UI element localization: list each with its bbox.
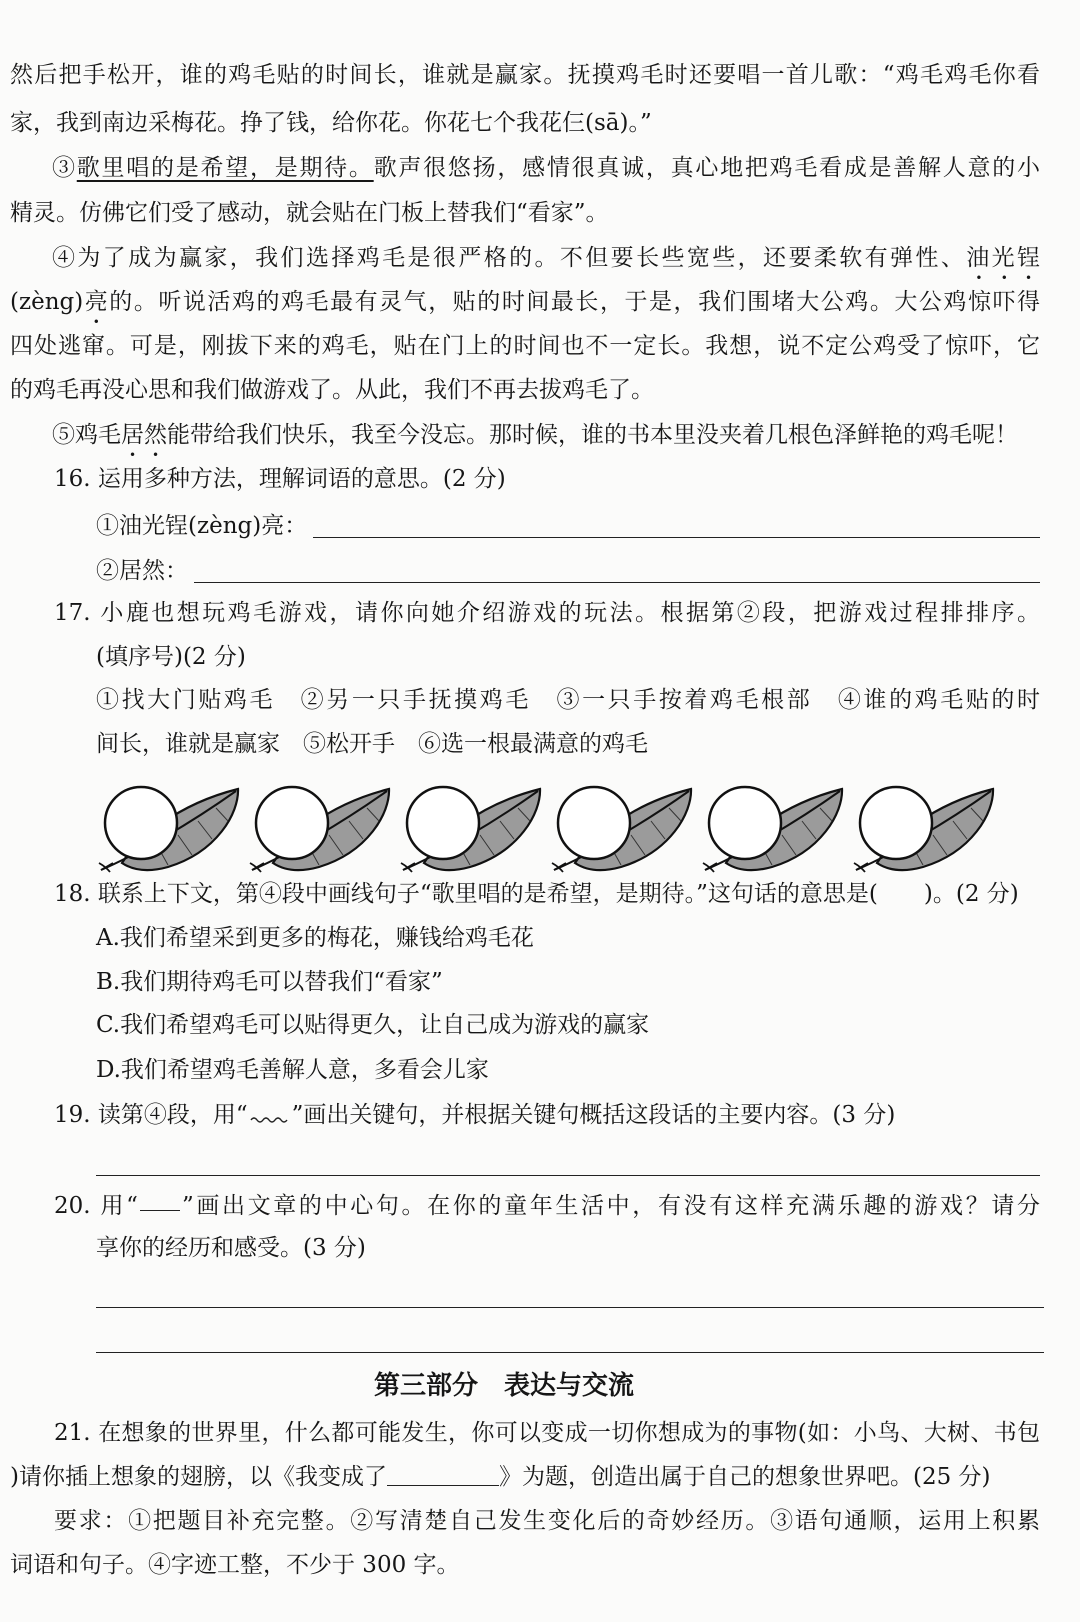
paragraph-3-line bbox=[52, 146, 1040, 190]
section-heading: 第三部分 表达与交流 bbox=[374, 1371, 635, 1401]
question-18-option-d: D.我们希望鸡毛善解人意，多看会儿家 bbox=[96, 1057, 489, 1083]
question-17-stem-line2: (填序号)(2 分) bbox=[96, 644, 246, 670]
answer-blank-line bbox=[96, 1352, 1044, 1353]
question-19-stem bbox=[54, 1093, 895, 1137]
passage-line: 家，我到南边采梅花。挣了钱，给你花。你花七个我花仨(sā)。” bbox=[10, 110, 652, 136]
item-label: ①油光锃(zèng)亮： bbox=[96, 513, 308, 539]
stem-text: 20. 用“ bbox=[54, 1193, 138, 1219]
passage-line: 的鸡毛再没心思和我们做游戏了。从此，我们不再去拔鸡毛了。 bbox=[10, 377, 654, 403]
answer-circle-feather-icon bbox=[247, 783, 397, 873]
question-16-item-1 bbox=[96, 504, 1040, 548]
answer-blank-line bbox=[313, 504, 1040, 538]
answer-circle-feather-icon bbox=[700, 783, 850, 873]
question-16-stem: 16. 运用多种方法，理解词语的意思。(2 分) bbox=[54, 466, 506, 492]
question-17-options: ①找大门贴鸡毛 ②另一只手抚摸鸡毛 ③一只手按着鸡毛根部 ④谁的鸡毛贴的时 bbox=[96, 687, 1040, 713]
straight-line-mark bbox=[140, 1184, 180, 1211]
question-21-requirements: 词语和句子。④字迹工整，不少于 300 字。 bbox=[10, 1552, 460, 1578]
question-16-item-2 bbox=[96, 549, 1040, 593]
paragraph-number: ③ bbox=[52, 155, 77, 181]
question-17-stem: 17. 小鹿也想玩鸡毛游戏，请你向她介绍游戏的玩法。根据第②段，把游戏过程排排序。 bbox=[54, 600, 1040, 626]
dotted-word: 亮 bbox=[83, 289, 110, 315]
passage-text: ⑤鸡毛 bbox=[52, 422, 121, 448]
passage-line: 然后把手松开，谁的鸡毛贴的时间长，谁就是赢家。抚摸鸡毛时还要唱一首儿歌：“鸡毛鸡毛你看 bbox=[10, 62, 1040, 88]
dotted-word: 油光锃 bbox=[966, 245, 1041, 271]
question-20-stem bbox=[54, 1184, 1040, 1228]
passage-text: 歌声很悠扬，感情很真诚，真心地把鸡毛看成是善解人意的小 bbox=[373, 155, 1041, 181]
paragraph-4-line bbox=[52, 236, 1040, 280]
question-18-stem: 18. 联系上下文，第④段中画线句子“歌里唱的是希望，是期待。”这句话的意思是( )。(2 分) bbox=[54, 881, 1019, 907]
answer-circle-feather-icon bbox=[549, 783, 699, 873]
wavy-line-mark bbox=[250, 1093, 290, 1123]
answer-circle-feather-icon bbox=[398, 783, 548, 873]
question-18-option-a: A.我们希望采到更多的梅花，赚钱给鸡毛花 bbox=[96, 925, 534, 951]
paragraph-5-line bbox=[52, 413, 1018, 457]
question-20-stem-line2: 享你的经历和感受。(3 分) bbox=[96, 1235, 366, 1261]
stem-text: )请你插上想象的翅膀，以《我变成了 bbox=[10, 1464, 387, 1490]
passage-line: 精灵。仿佛它们受了感动，就会贴在门板上替我们“看家”。 bbox=[10, 200, 609, 226]
question-18-option-c: C.我们希望鸡毛可以贴得更久，让自己成为游戏的赢家 bbox=[96, 1012, 650, 1038]
question-17-options: 间长，谁就是赢家 ⑤松开手 ⑥选一根最满意的鸡毛 bbox=[96, 731, 648, 757]
passage-line bbox=[10, 280, 1040, 324]
underlined-sentence: 歌里唱的是希望，是期待。 bbox=[76, 155, 374, 181]
pinyin: (zèng) bbox=[10, 289, 84, 315]
dotted-word: 居然 bbox=[121, 422, 167, 448]
question-21-stem: 21. 在想象的世界里，什么都可能发生，你可以变成一切你想成为的事物(如：小鸟、大树、书包 bbox=[54, 1420, 1040, 1446]
passage-line: 四处逃窜。可是，刚拔下来的鸡毛，贴在门上的时间也不一定长。我想，说不定公鸡受了惊吓，它 bbox=[10, 333, 1040, 359]
question-21-stem-line2 bbox=[10, 1455, 991, 1499]
question-21-requirements: 要求：①把题目补充完整。②写清楚自己发生变化后的奇妙经历。③语句通顺，运用上积累 bbox=[54, 1508, 1040, 1534]
answer-blank-line bbox=[96, 1307, 1044, 1308]
stem-text: ”画出关键句，并根据关键句概括这段话的主要内容。(3 分) bbox=[291, 1102, 896, 1128]
passage-text: ④为了成为赢家，我们选择鸡毛是很严格的。不但要长些宽些，还要柔软有弹性、 bbox=[52, 245, 967, 271]
stem-text: 19. 读第④段，用“ bbox=[54, 1102, 248, 1128]
answer-blank-line bbox=[194, 549, 1040, 583]
title-blank bbox=[387, 1455, 499, 1486]
answer-blank-line bbox=[96, 1175, 1040, 1176]
stem-text: 》为题，创造出属于自己的想象世界吧。(25 分) bbox=[498, 1464, 991, 1490]
question-18-option-b: B.我们期待鸡毛可以替我们“看家” bbox=[96, 969, 443, 995]
passage-text: 的。听说活鸡的鸡毛最有灵气，贴的时间最长，于是，我们围堵大公鸡。大公鸡惊吓得 bbox=[109, 289, 1041, 315]
passage-text: 能带给我们快乐，我至今没忘。那时候，谁的书本里没夹着几根色泽鲜艳的鸡毛呢！ bbox=[167, 422, 1018, 448]
stem-text: ”画出文章的中心句。在你的童年生活中，有没有这样充满乐趣的游戏？请分 bbox=[181, 1193, 1040, 1219]
item-label: ②居然： bbox=[96, 558, 188, 584]
answer-circle-feather-icon bbox=[851, 783, 1001, 873]
answer-circle-feather-icon bbox=[96, 783, 246, 873]
